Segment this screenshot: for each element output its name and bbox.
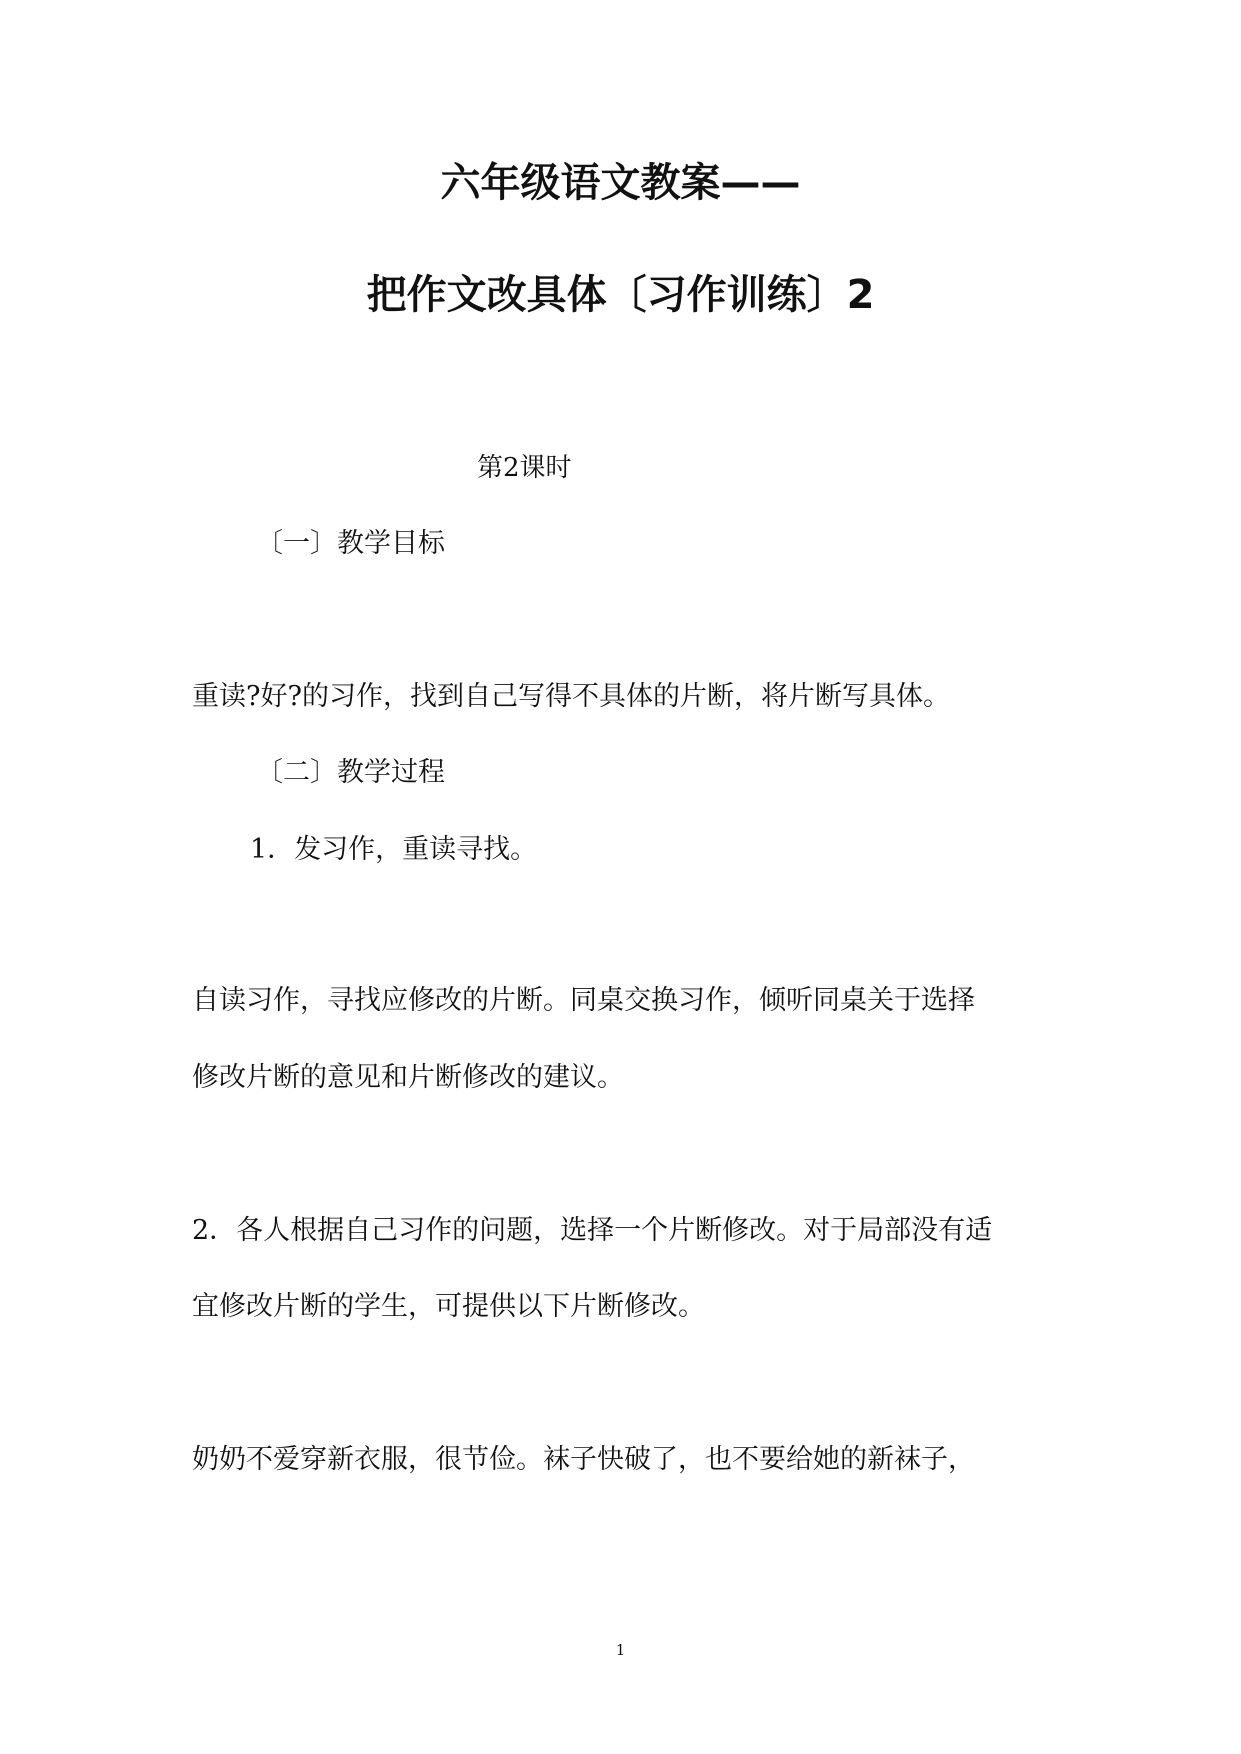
example-paragraph: 奶奶不爱穿新衣服，很节俭。袜子快破了，也不要给她的新袜子， [192,1444,975,1475]
section-heading-teaching-goals: 〔一〕教学目标 [256,528,445,559]
section-heading-teaching-process: 〔二〕教学过程 [256,757,445,788]
lesson-number: 第2课时 [477,453,572,483]
document-title-line-1: 六年级语文教案—— [440,160,801,206]
document-title-line-2: 把作文改具体〔习作训练〕2 [366,272,875,318]
teaching-goal-text: 重读?好?的习作，找到自己写得不具体的片断，将片断写具体。 [192,681,950,712]
step-1-text-line-2: 修改片断的意见和片断修改的建议。 [192,1062,624,1093]
step-2-text-line-1: 2．各人根据自己习作的问题，选择一个片断修改。对于局部没有适 [192,1215,993,1246]
step-1-text-line-1: 自读习作，寻找应修改的片断。同桌交换习作，倾听同桌关于选择 [192,985,975,1016]
step-2-text-line-2: 宜修改片断的学生，可提供以下片断修改。 [192,1291,705,1322]
step-1-heading: 1．发习作，重读寻找。 [250,834,538,865]
page-number: 1 [615,1641,626,1659]
